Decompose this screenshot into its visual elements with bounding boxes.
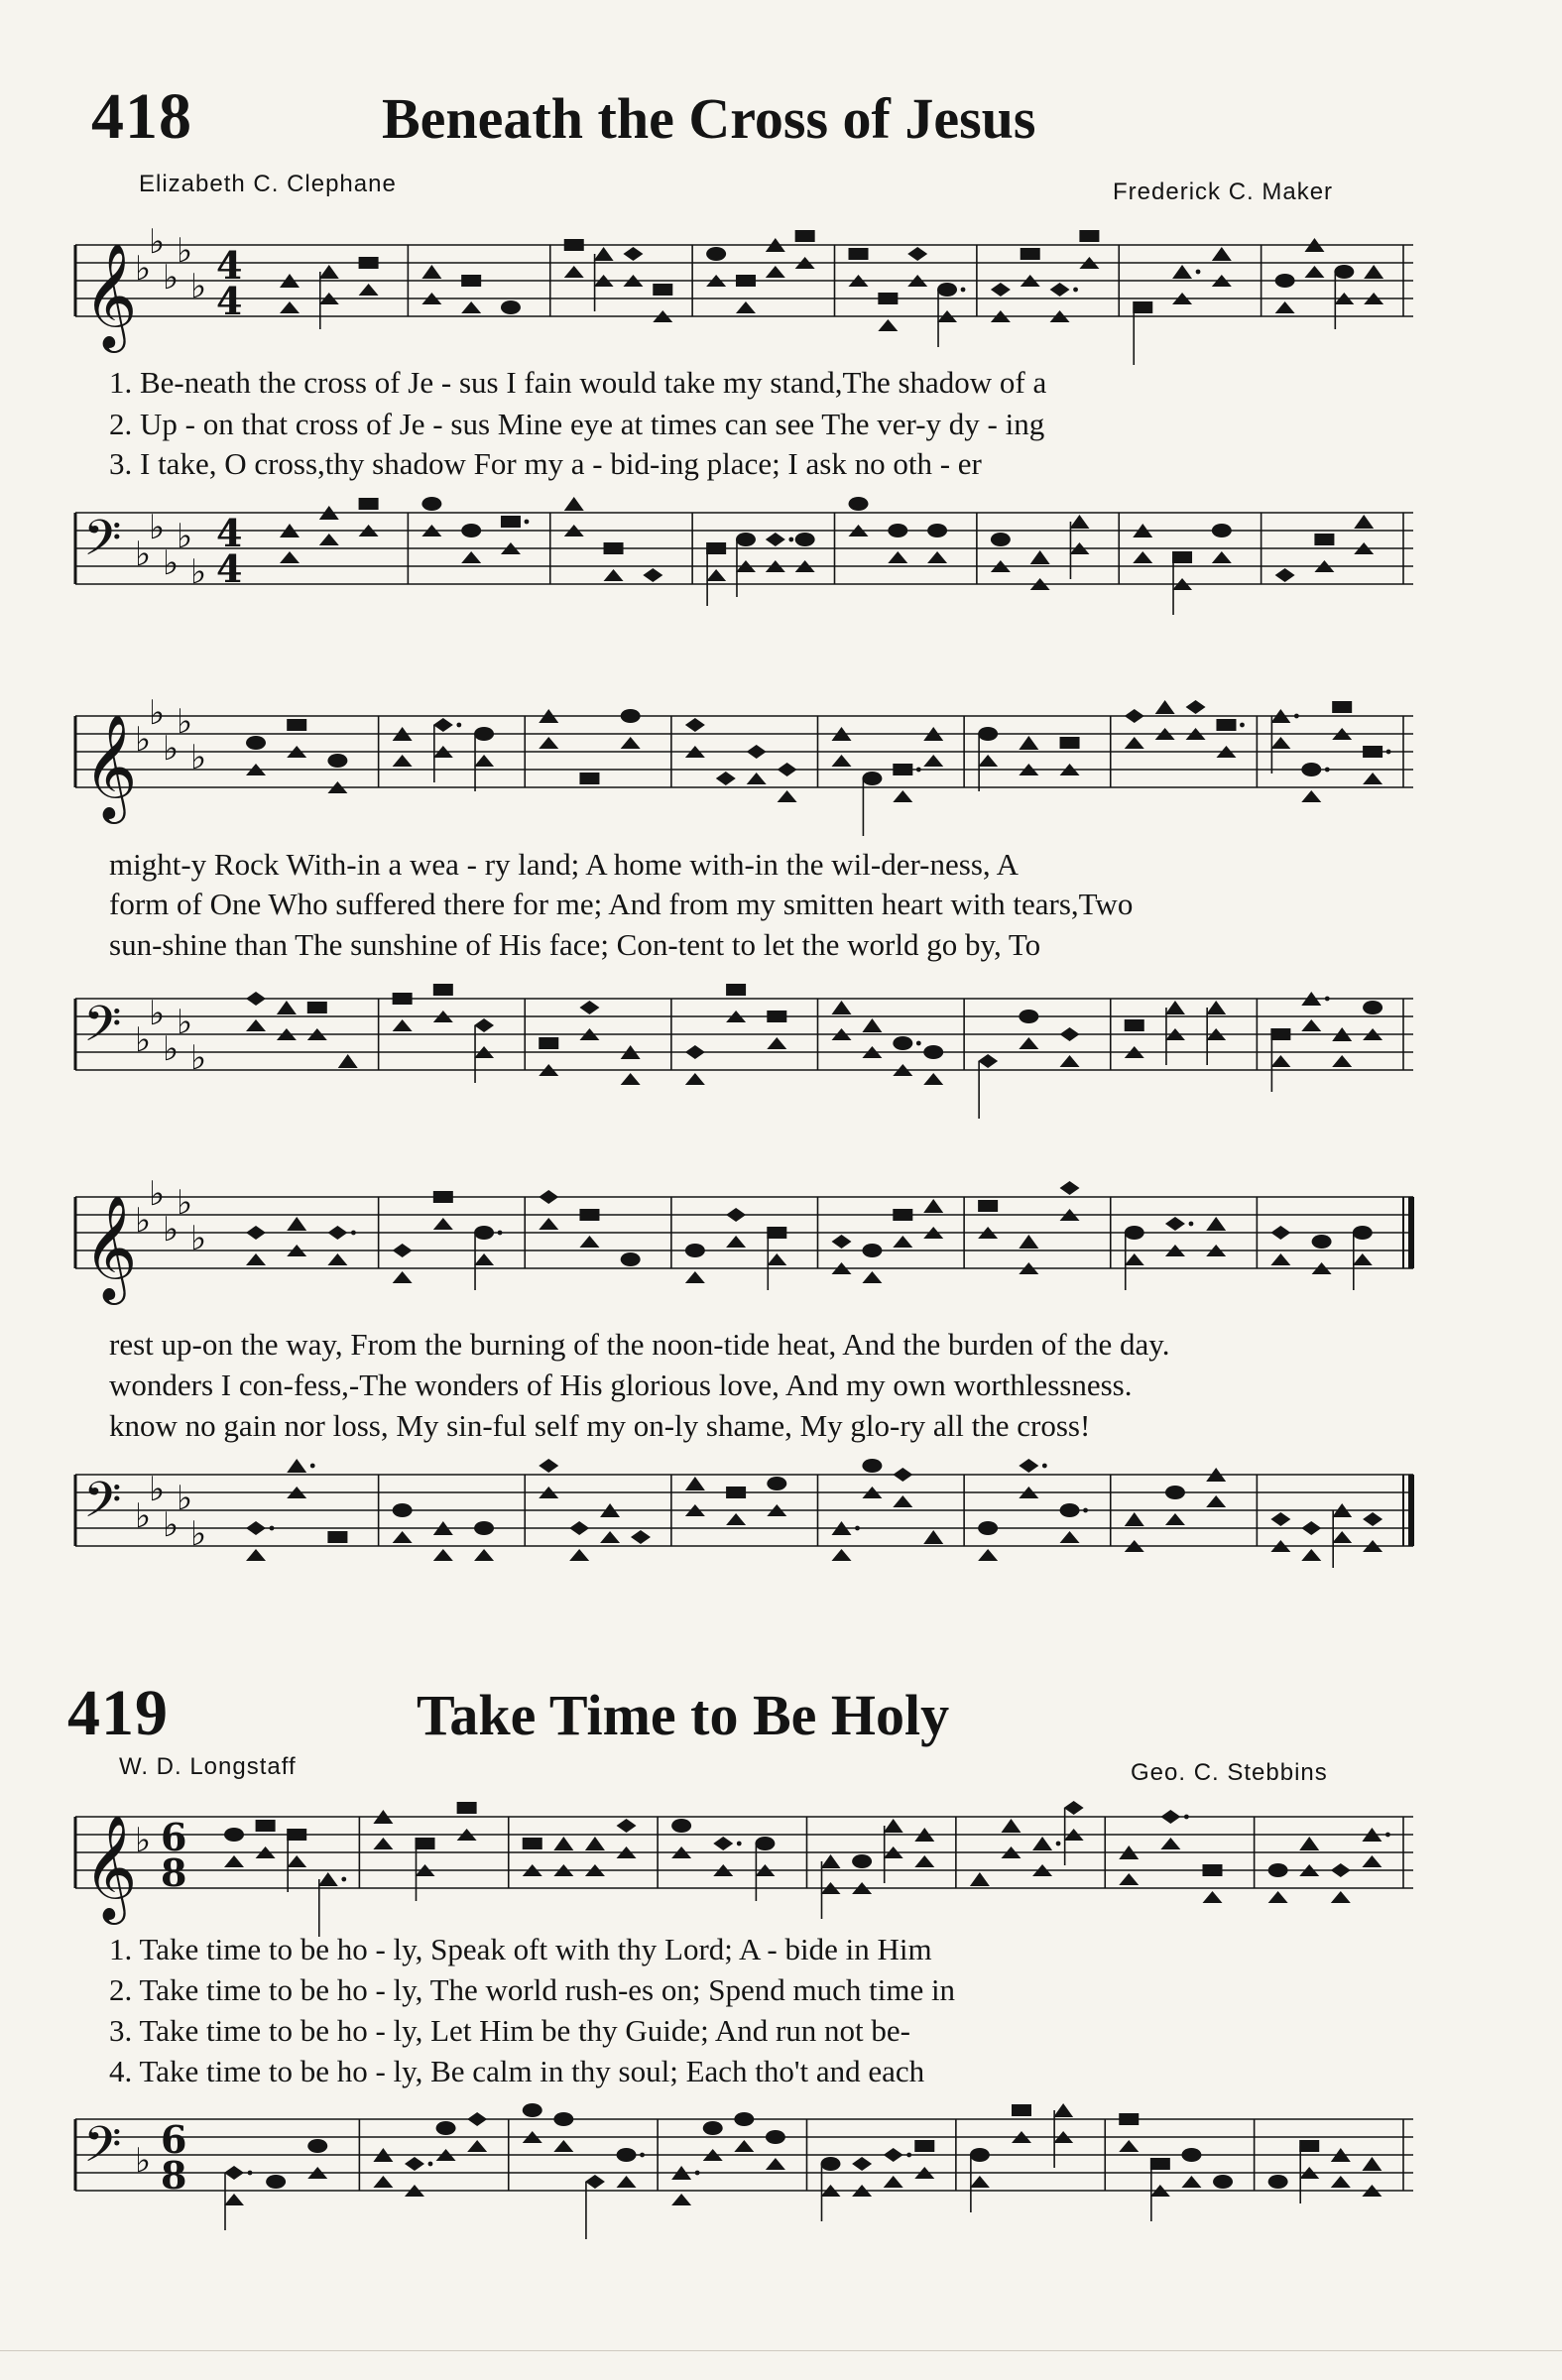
treble-staff bbox=[69, 694, 1423, 863]
lyric-line: 2. Take time to be ho - ly, The world rush-es on; Spend much time in bbox=[109, 1972, 956, 2007]
svg-text:𝄢: 𝄢 bbox=[83, 2116, 122, 2186]
svg-text:♭: ♭ bbox=[190, 1219, 207, 1258]
bass-staff bbox=[69, 2097, 1423, 2271]
svg-text:♭: ♭ bbox=[135, 535, 152, 574]
svg-text:♭: ♭ bbox=[135, 1496, 152, 1536]
svg-text:♭: ♭ bbox=[163, 258, 180, 298]
svg-text:♭: ♭ bbox=[135, 249, 152, 289]
svg-text:♭: ♭ bbox=[177, 1003, 193, 1042]
svg-text:𝄞: 𝄞 bbox=[83, 1194, 138, 1300]
svg-text:𝄞: 𝄞 bbox=[83, 242, 138, 348]
page-edge bbox=[0, 2350, 1562, 2351]
svg-text:𝄢: 𝄢 bbox=[83, 1472, 122, 1541]
lyric-line: rest up-on the way, From the burning of the noon-tide heat, And the burden of the day. bbox=[109, 1327, 1170, 1362]
svg-text:♭: ♭ bbox=[177, 231, 193, 271]
svg-text:♭: ♭ bbox=[177, 702, 193, 742]
music-credit: Frederick C. Maker bbox=[1113, 178, 1334, 205]
svg-text:♭: ♭ bbox=[177, 517, 193, 556]
svg-text:4: 4 bbox=[216, 243, 243, 288]
treble-staff bbox=[69, 1795, 1423, 1944]
lyric-line: 2. Up - on that cross of Je - sus Mine eye at times can see The ver-y dy - ing bbox=[109, 407, 1045, 441]
svg-text:♭: ♭ bbox=[163, 1029, 180, 1069]
svg-text:8: 8 bbox=[161, 2153, 187, 2198]
music-credit: Geo. C. Stebbins bbox=[1131, 1759, 1328, 1786]
bass-staff bbox=[69, 491, 1423, 659]
svg-text:♭: ♭ bbox=[163, 1210, 180, 1250]
svg-text:♭: ♭ bbox=[177, 1183, 193, 1223]
lyric-line: 1. Be-neath the cross of Je - sus I fain would take my stand,The shadow of a bbox=[109, 365, 1047, 400]
hymn-title: Beneath the Cross of Jesus bbox=[382, 86, 1036, 151]
music-system bbox=[69, 694, 1423, 863]
music-system bbox=[69, 1175, 1423, 1344]
music-system bbox=[69, 2097, 1423, 2271]
words-credit: W. D. Longstaff bbox=[119, 1753, 297, 1780]
svg-text:♭: ♭ bbox=[190, 1038, 207, 1078]
lyric-line: wonders I con-fess,-The wonders of His glorious love, And my own worthlessness. bbox=[109, 1368, 1133, 1402]
svg-text:♭: ♭ bbox=[190, 1514, 207, 1554]
svg-text:𝄢: 𝄢 bbox=[83, 996, 122, 1065]
lyric-line: 1. Take time to be ho - ly, Speak oft with thy Lord; A - bide in Him bbox=[109, 1932, 932, 1966]
lyric-line: 4. Take time to be ho - ly, Be calm in thy soul; Each tho't and each bbox=[109, 2054, 925, 2088]
svg-text:♭: ♭ bbox=[149, 508, 166, 547]
svg-text:𝄞: 𝄞 bbox=[83, 713, 138, 819]
svg-text:♭: ♭ bbox=[163, 543, 180, 583]
bass-staff bbox=[69, 977, 1423, 1126]
svg-text:♭: ♭ bbox=[135, 1201, 152, 1241]
svg-text:♭: ♭ bbox=[149, 1470, 166, 1509]
hymn-title: Take Time to Be Holy bbox=[417, 1683, 950, 1747]
svg-text:♭: ♭ bbox=[190, 738, 207, 777]
hymn-number: 418 bbox=[91, 80, 192, 153]
svg-text:𝄢: 𝄢 bbox=[83, 510, 122, 579]
lyric-line: form of One Who suffered there for me; And from my smitten heart with tears,Two bbox=[109, 887, 1134, 921]
svg-text:4: 4 bbox=[216, 279, 243, 323]
svg-text:♭: ♭ bbox=[163, 729, 180, 769]
lyric-line: 3. I take, O cross,thy shadow For my a - bid-ing place; I ask no oth - er bbox=[109, 446, 982, 481]
svg-text:♭: ♭ bbox=[190, 552, 207, 592]
svg-text:8: 8 bbox=[161, 1850, 187, 1895]
words-credit: Elizabeth C. Clephane bbox=[139, 171, 397, 197]
svg-text:𝄞: 𝄞 bbox=[83, 1814, 138, 1920]
svg-text:♭: ♭ bbox=[149, 223, 166, 262]
hymn-number: 419 bbox=[67, 1677, 169, 1749]
svg-text:♭: ♭ bbox=[149, 694, 166, 733]
svg-text:6: 6 bbox=[161, 1815, 187, 1859]
music-system bbox=[69, 491, 1423, 659]
svg-text:♭: ♭ bbox=[163, 1505, 180, 1545]
svg-text:♭: ♭ bbox=[177, 1479, 193, 1518]
music-system bbox=[69, 1795, 1423, 1944]
svg-text:6: 6 bbox=[161, 2117, 187, 2162]
treble-staff bbox=[69, 1175, 1423, 1344]
lyric-line: know no gain nor loss, My sin-ful self my on-ly shame, My glo-ry all the cross! bbox=[109, 1408, 1091, 1443]
svg-text:4: 4 bbox=[216, 546, 243, 591]
svg-text:4: 4 bbox=[216, 511, 243, 555]
lyric-line: 3. Take time to be ho - ly, Let Him be thy Guide; And run not be- bbox=[109, 2013, 910, 2048]
music-system bbox=[69, 977, 1423, 1126]
svg-text:♭: ♭ bbox=[149, 1175, 166, 1214]
svg-text:♭: ♭ bbox=[135, 720, 152, 760]
svg-text:♭: ♭ bbox=[135, 1821, 152, 1860]
svg-text:♭: ♭ bbox=[135, 2141, 152, 2181]
bass-staff bbox=[69, 1453, 1423, 1631]
svg-text:♭: ♭ bbox=[135, 1020, 152, 1060]
svg-text:♭: ♭ bbox=[149, 994, 166, 1033]
lyric-line: might-y Rock With-in a wea - ry land; A home with-in the wil-der-ness, A bbox=[109, 847, 1020, 882]
lyric-line: sun-shine than The sunshine of His face; Con-tent to let the world go by, To bbox=[109, 927, 1041, 962]
music-system bbox=[69, 1453, 1423, 1631]
svg-text:♭: ♭ bbox=[190, 267, 207, 306]
